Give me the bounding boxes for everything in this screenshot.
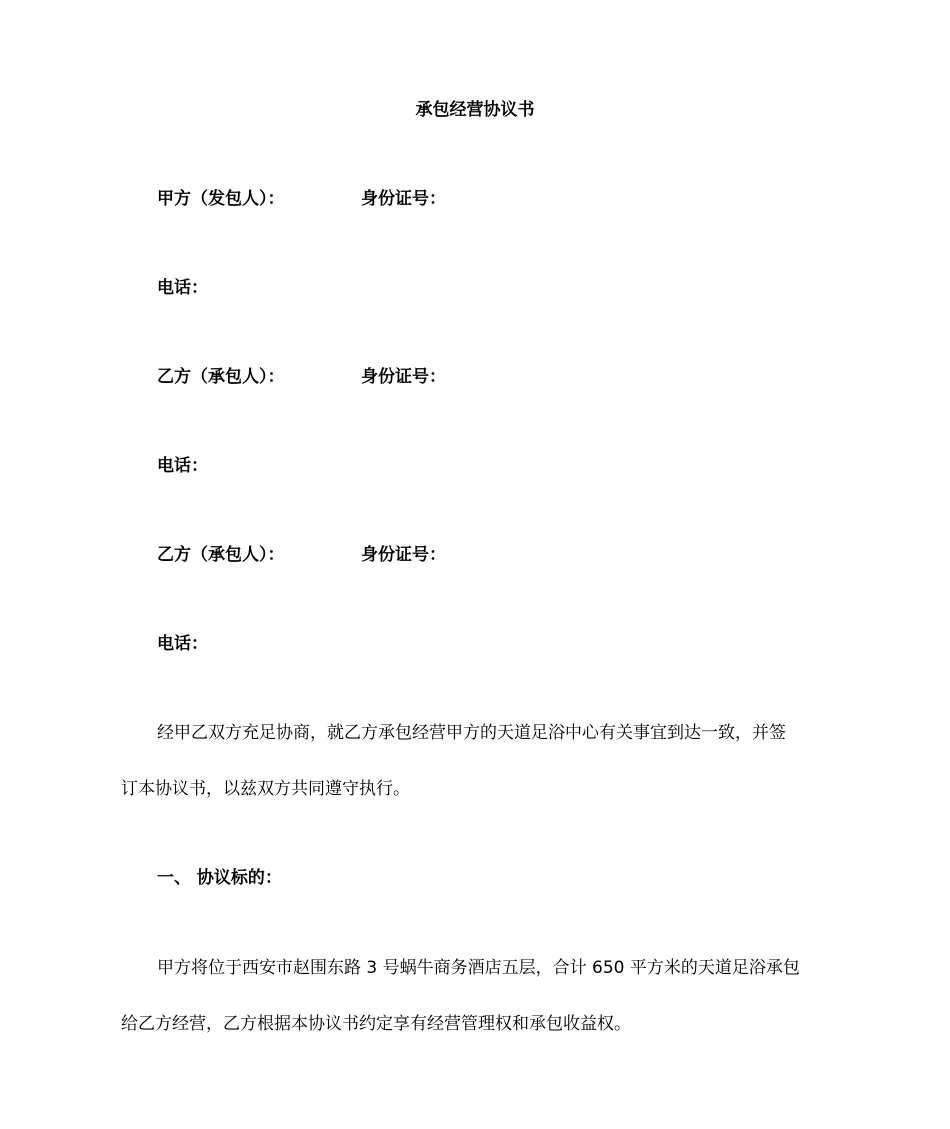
section-1-line-1: 甲方将位于西安市赵围东路 3 号蜗牛商务酒店五层，合计 650 平方米的天道足浴承包: [157, 958, 800, 978]
party-a-row: [157, 187, 446, 211]
document-title: 承包经营协议书: [415, 100, 535, 120]
party-b2-phone-label: 电话：: [157, 634, 208, 654]
party-b1-label: 乙方（承包人）：: [157, 367, 285, 387]
party-b1-phone-row: [157, 454, 208, 478]
party-b2-label: 乙方（承包人）：: [157, 545, 285, 565]
party-a-id-label: 身份证号：: [361, 189, 446, 209]
party-a-label: 甲方（发包人）：: [157, 189, 285, 209]
intro-line-2: 订本协议书，以兹双方共同遵守执行。: [121, 779, 410, 799]
party-b2-row: [157, 543, 446, 567]
section-1-heading: 一、 协议标的：: [157, 868, 282, 888]
party-b2-id-label: 身份证号：: [361, 545, 446, 565]
party-b1-id-label: 身份证号：: [361, 367, 446, 387]
party-b1-row: [157, 365, 446, 389]
intro-line-1: 经甲乙双方充足协商，就乙方承包经营甲方的天道足浴中心有关事宜到达一致，并签: [157, 723, 786, 743]
party-b2-phone-row: [157, 632, 208, 656]
party-a-phone-row: [157, 276, 208, 300]
section-1-line-2: 给乙方经营，乙方根据本协议书约定享有经营管理权和承包收益权。: [121, 1014, 631, 1034]
party-a-phone-label: 电话：: [157, 278, 208, 298]
party-b1-phone-label: 电话：: [157, 456, 208, 476]
